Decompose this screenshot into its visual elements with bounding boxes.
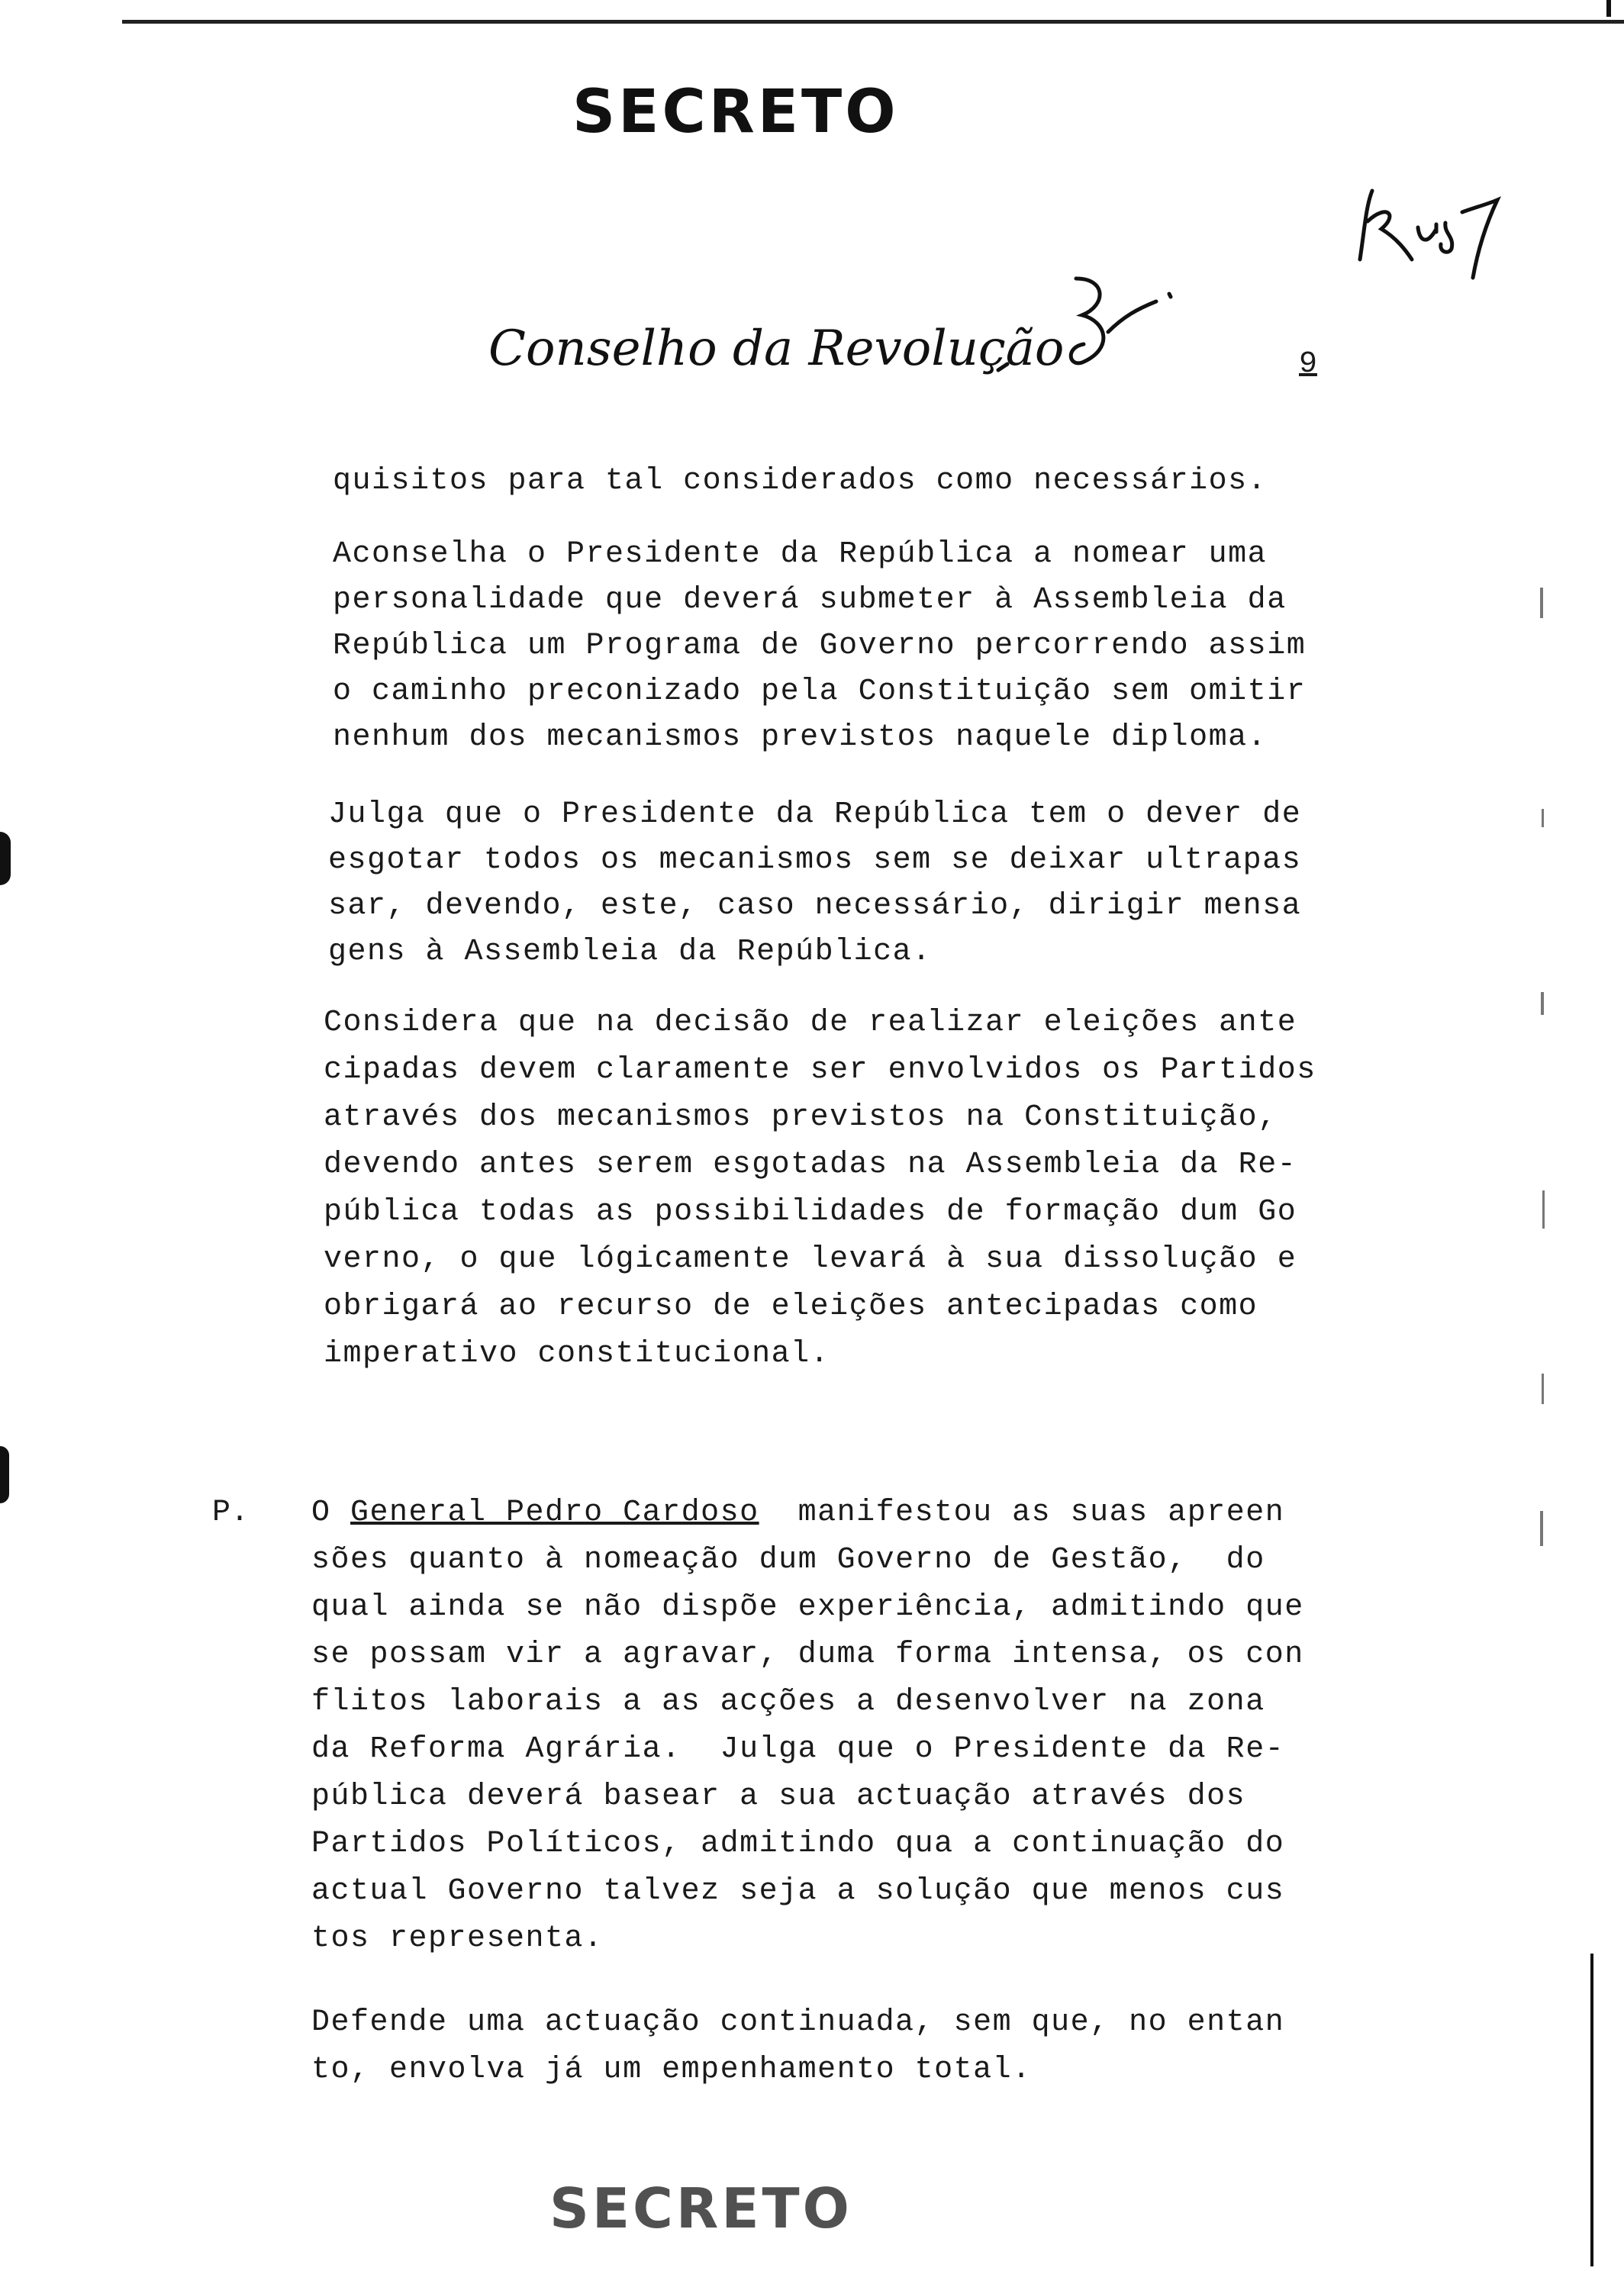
paragraph-line: o caminho preconizado pela Constituição sem omitir bbox=[333, 675, 1307, 709]
paragraph-line: esgotar todos os mecanismos sem se deixar ultrapas bbox=[328, 843, 1302, 878]
speaker-line: sões quanto à nomeação dum Governo de Gestão, do bbox=[311, 1543, 1265, 1577]
paragraph-line: pública todas as possibilidades de formação dum Go bbox=[324, 1195, 1297, 1229]
handwritten-initials-letterhead bbox=[992, 263, 1191, 385]
final-paragraph-line: Defende uma actuação continuada, sem que, no entan bbox=[311, 2005, 1285, 2040]
speaker-marker: P. bbox=[212, 1496, 250, 1530]
speaker-line: da Reforma Agrária. Julga que o Presidente da Re- bbox=[311, 1732, 1285, 1767]
speaker-line: tos representa. bbox=[311, 1921, 604, 1956]
paragraph-line: quisitos para tal considerados como necessários. bbox=[333, 464, 1268, 498]
scan-noise-right-margin bbox=[1534, 565, 1557, 1709]
paragraph-line: sar, devendo, este, caso necessário, dirigir mensa bbox=[328, 889, 1302, 923]
paragraph-line: Considera que na decisão de realizar eleições ante bbox=[324, 1006, 1297, 1040]
speaker-line: pública deverá basear a sua actuação através dos bbox=[311, 1780, 1246, 1814]
paragraph-line: cipadas devem claramente ser envolvidos os Partidos bbox=[324, 1053, 1316, 1087]
classification-stamp-top: SECRETO bbox=[572, 78, 899, 147]
letterhead-conselho-da-revolucao: Conselho da Revolução bbox=[488, 321, 1065, 377]
speaker-first-line bbox=[311, 1496, 1284, 1530]
speaker-line: flitos laborais a as acções a desenvolver na zona bbox=[311, 1685, 1265, 1719]
classification-stamp-bottom: SECRETO bbox=[549, 2176, 852, 2240]
left-edge-mark-1 bbox=[0, 832, 11, 885]
speaker-first-line-rest: manifestou as suas apreen bbox=[759, 1496, 1285, 1530]
paragraph-line: verno, o que lógicamente levará à sua dissolução e bbox=[324, 1242, 1297, 1277]
speaker-line: qual ainda se não dispõe experiência, admitindo que bbox=[311, 1590, 1304, 1625]
final-paragraph-line: to, envolva já um empenhamento total. bbox=[311, 2053, 1032, 2087]
speaker-line: actual Governo talvez seja a solução que menos cus bbox=[311, 1874, 1285, 1909]
speaker-line: Partidos Políticos, admitindo qua a continuação do bbox=[311, 1827, 1285, 1861]
paragraph-line: gens à Assembleia da República. bbox=[328, 935, 932, 969]
top-right-corner-mark bbox=[1606, 0, 1611, 17]
paragraph-line: Aconselha o Presidente da República a nomear uma bbox=[333, 537, 1268, 572]
paragraph-line: através dos mecanismos previstos na Constituição, bbox=[324, 1100, 1278, 1135]
speaker-prefix: O bbox=[311, 1496, 351, 1530]
paragraph-line: obrigará ao recurso de eleições antecipadas como bbox=[324, 1290, 1258, 1324]
paragraph-line: Julga que o Presidente da República tem o dever de bbox=[328, 797, 1302, 832]
right-edge-line bbox=[1590, 1954, 1593, 2266]
speaker-line: se possam vir a agravar, duma forma intensa, os con bbox=[311, 1638, 1304, 1672]
paragraph-line: República um Programa de Governo percorrendo assim bbox=[333, 629, 1307, 663]
paragraph-line: devendo antes serem esgotadas na Assembleia da Re- bbox=[324, 1148, 1297, 1182]
paragraph-line: personalidade que deverá submeter à Assembleia da bbox=[333, 583, 1287, 617]
paragraph-line: nenhum dos mecanismos previstos naquele diploma. bbox=[333, 720, 1268, 755]
left-edge-mark-2 bbox=[0, 1446, 9, 1503]
handwritten-initials-top-right bbox=[1351, 176, 1503, 290]
page-number: 9 bbox=[1299, 347, 1318, 382]
top-rule bbox=[122, 20, 1624, 24]
paragraph-line: imperativo constitucional. bbox=[324, 1337, 830, 1371]
speaker-name: General Pedro Cardoso bbox=[350, 1496, 759, 1530]
